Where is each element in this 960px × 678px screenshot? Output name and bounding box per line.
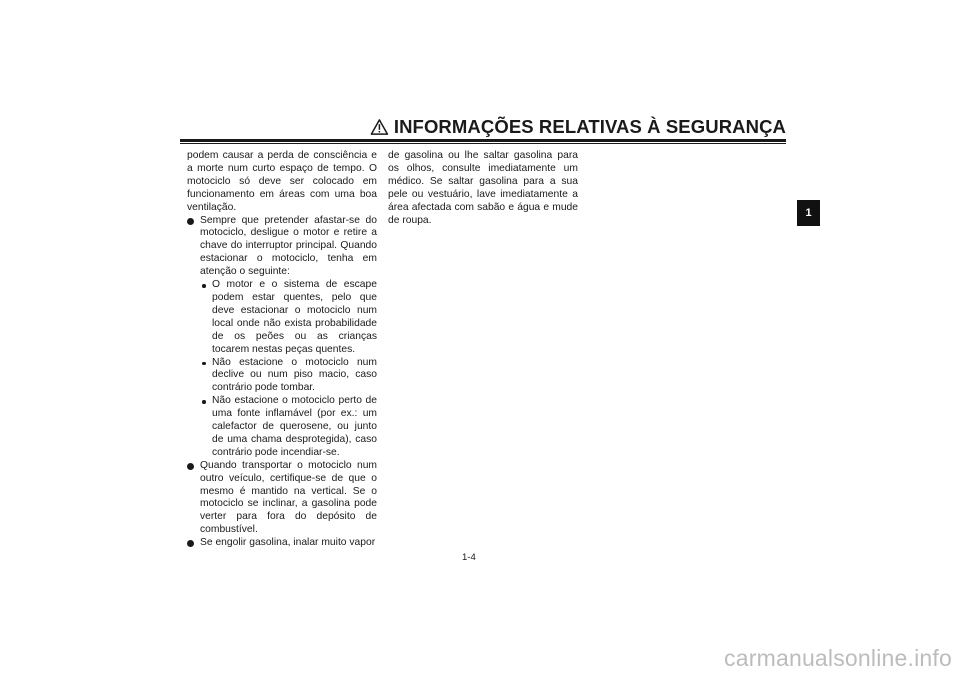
left-column	[187, 150, 377, 550]
sub-bullet-dot-icon	[202, 362, 206, 366]
sub-bullet-text: O motor e o sistema de escape podem estar quentes, pelo que deve estacionar o motociclo num local onde não exista probabilidade de os peões ou as crianças tocarem nestas peças quentes.	[212, 279, 377, 355]
sub-bullet-dot-icon	[202, 400, 206, 404]
bullet-dot-icon	[187, 463, 194, 470]
bullet-text: Se engolir gasolina, inalar muito vapor	[200, 537, 376, 549]
sub-bullet-text: Não estacione o motociclo num declive ou num piso macio, caso contrário pode tombar.	[212, 356, 377, 394]
right-column	[388, 150, 578, 227]
chapter-number: 1	[805, 207, 812, 219]
page-title: INFORMAÇÕES RELATIVAS À SEGURANÇA	[393, 116, 786, 137]
bullet-dot-icon	[187, 540, 194, 547]
sub-bullet-item	[200, 357, 377, 396]
bullet-text: Sempre que pretender afastar-se do motociclo, desligue o motor e retire a chave do interruptor principal. Quando estacionar o motociclo, tenha em atenção o seguinte:	[200, 214, 377, 278]
sub-bullet-item	[200, 395, 377, 460]
bullet-text: Quando transportar o motociclo num outro veículo, certifique-se de que o mesmo é mantido na vertical. Se o motociclo se inclinar, a gasolina pode verter para fora do depósito de combustível.	[200, 459, 377, 536]
continuation-paragraph: podem causar a perda de consciência e a morte num curto espaço de tempo. O motociclo só deve ser colocado em funcionamento em áreas com uma boa ventilação.	[187, 150, 377, 213]
chapter-tab	[797, 200, 820, 226]
sub-bullet-item	[200, 279, 377, 356]
bullet-dot-icon	[187, 218, 194, 225]
page-header	[370, 115, 786, 139]
warning-triangle-icon	[370, 118, 389, 136]
page-number: 1-4	[462, 552, 476, 563]
sub-bullet-text: Não estacione o motociclo perto de uma fonte inflamável (por ex.: um calefactor de querosene, ou junto de uma chama desprotegida), caso contrário pode incendiar-se.	[212, 395, 377, 458]
sub-bullet-dot-icon	[202, 284, 206, 288]
header-divider	[180, 139, 786, 142]
watermark: carmanualsonline.info	[724, 645, 952, 671]
bullet-item	[187, 537, 377, 550]
bullet-item	[187, 460, 377, 537]
bullet-item	[187, 215, 377, 280]
continuation-paragraph: de gasolina ou lhe saltar gasolina para os olhos, consulte imediatamente um médico. Se saltar gasolina para a sua pele ou vestuário, lave imediatamente a área afectada com sabão e água e mude de roupa.	[388, 150, 578, 226]
header-divider-thin	[180, 143, 786, 144]
